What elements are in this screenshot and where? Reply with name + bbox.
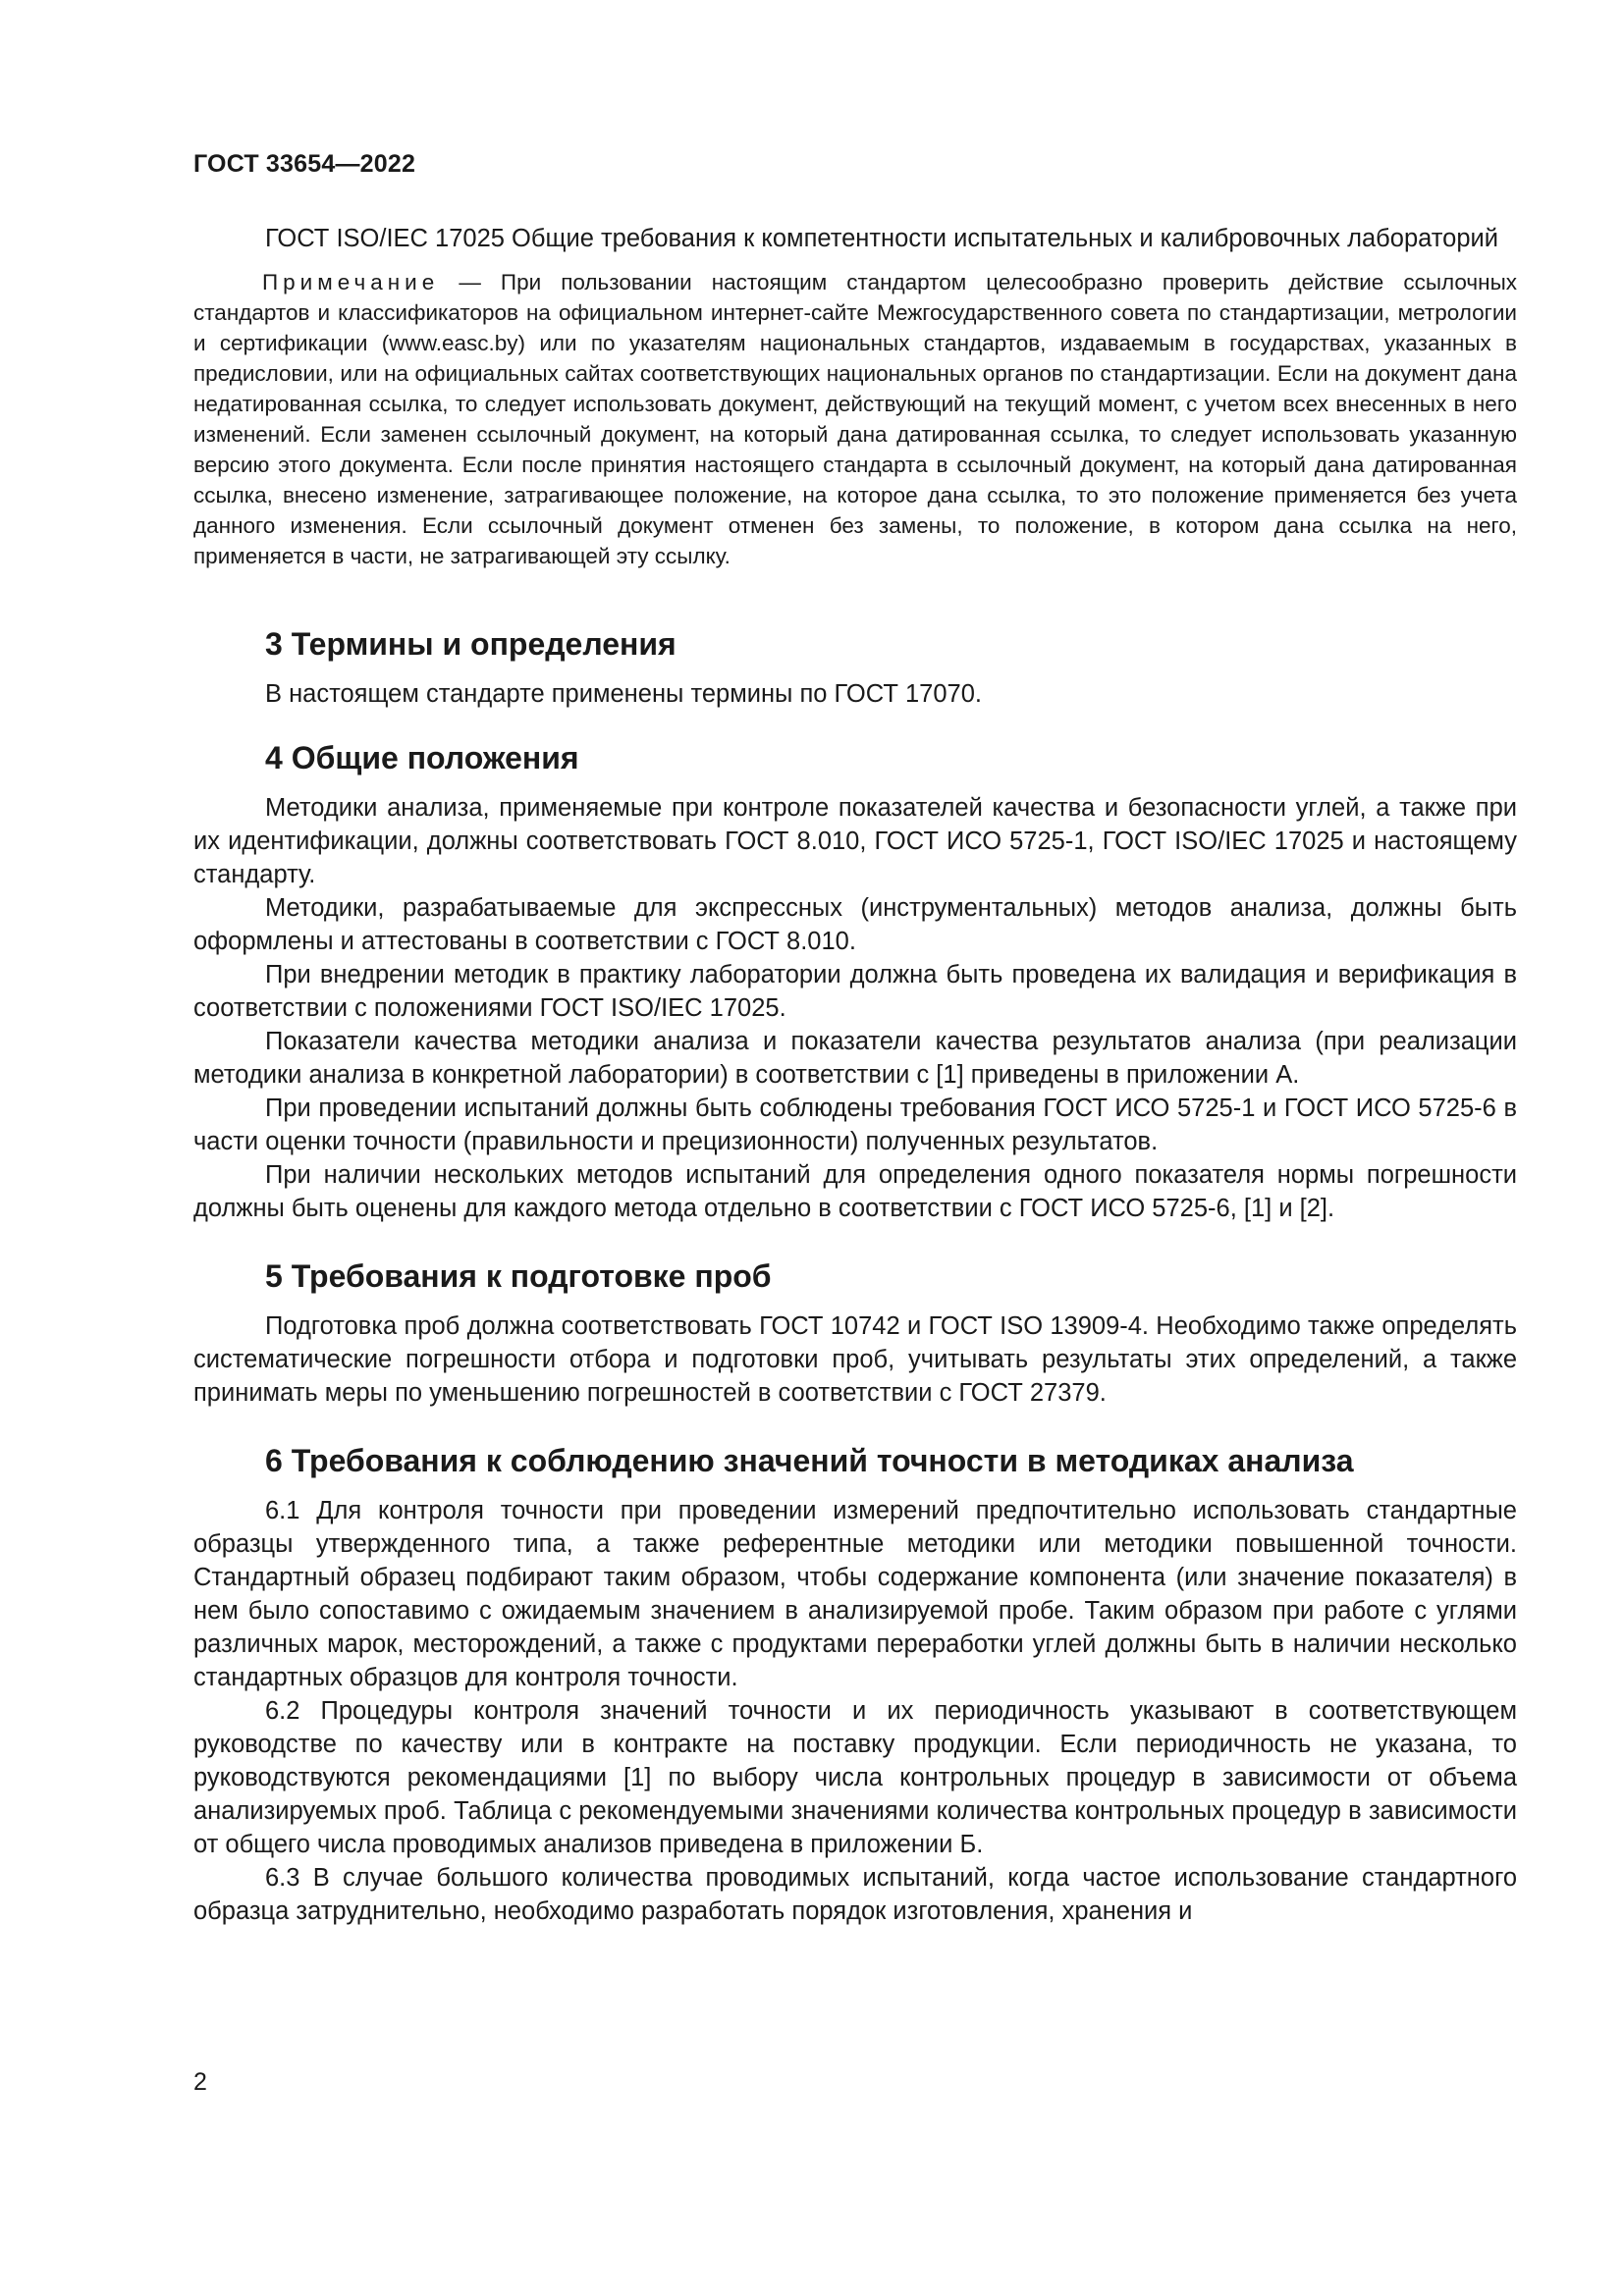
section-6-paragraph-2: 6.2 Процедуры контроля значений точности и их периодичность указывают в соответствующем руководстве по качеству или в контракте на поставку продукции. Если периодичность не указана, то руководствуются рекомендациями [1] по выбору числа контрольных процедур в зависимости от объема анализируемых проб. Таблица с рекомендуемыми значениями количества контрольных процедур в зависимости от общего числа проводимых анализов приведена в приложении Б.: [193, 1697, 1517, 1858]
section-4-paragraph-6: При наличии нескольких методов испытаний для определения одного показателя нормы погрешности должны быть оценены для каждого метода отдельно в соответствии с ГОСТ ИСО 5725-6, [1] и [2].: [193, 1161, 1517, 1222]
document-code-header: ГОСТ 33654—2022: [193, 150, 416, 178]
page-number: 2: [193, 2068, 207, 2096]
section-3-paragraph-1: В настоящем стандарте применены термины по ГОСТ 17070.: [265, 680, 982, 708]
section-3-title: 3 Термины и определения: [265, 626, 677, 662]
document-body: [193, 222, 1517, 1928]
note-label: Примечание: [262, 270, 440, 294]
section-6-title: 6 Требования к соблюдению значений точности в методиках анализа: [265, 1443, 1354, 1478]
reference-entry-iso17025: ГОСТ ISO/IEC 17025 Общие требования к компетентности испытательных и калибровочных лабораторий: [265, 225, 1498, 252]
section-4-paragraph-5: При проведении испытаний должны быть соблюдены требования ГОСТ ИСО 5725-1 и ГОСТ ИСО 5725-6 в части оценки точности (правильности и прецизионности) полученных результатов.: [193, 1095, 1517, 1155]
references-note: [193, 267, 1517, 571]
section-4-paragraph-1: Методики анализа, применяемые при контроле показателей качества и безопасности углей, а также при их идентификации, должны соответствовать ГОСТ 8.010, ГОСТ ИСО 5725-1, ГОСТ ISO/IEC 17025 и настоящему стандарту.: [193, 794, 1517, 888]
section-4-paragraph-3: При внедрении методик в практику лаборатории должна быть проведена их валидация и верификация в соответствии с положениями ГОСТ ISO/IEC 17025.: [193, 961, 1517, 1022]
section-5-title: 5 Требования к подготовке проб: [265, 1258, 772, 1294]
section-4-paragraph-2: Методики, разрабатываемые для экспрессных (инструментальных) методов анализа, должны быть оформлены и аттестованы в соответствии с ГОСТ 8.010.: [193, 894, 1517, 955]
section-6-paragraph-1: 6.1 Для контроля точности при проведении измерений предпочтительно использовать стандартные образцы утвержденного типа, а также референтные методики или методики повышенной точности. Стандартный образец подбирают таким образом, чтобы содержание компонента (или значение показателя) в нем было сопоставимо с ожидаемым значением в анализируемой пробе. Таким образом при работе с углями различных марок, месторождений, а также с продуктами переработки углей должны быть в наличии несколько стандартных образцов для контроля точности.: [193, 1497, 1517, 1691]
section-6-paragraph-3: 6.3 В случае большого количества проводимых испытаний, когда частое использование стандартного образца затруднительно, необходимо разработать порядок изготовления, хранения и: [193, 1864, 1517, 1925]
note-text: — При пользовании настоящим стандартом целесообразно проверить действие ссылочных стандартов и классификаторов на официальном интернет-сайте Межгосударственного совета по стандартизации, метрологии и сертификации (www.easc.by) или по указателям национальных стандартов, издаваемым в государствах, указанных в предисловии, или на официальных сайтах соответствующих национальных органов по стандартизации. Если на документ дана недатированная ссылка, то следует использовать документ, действующий на текущий момент, с учетом всех внесенных в него изменений. Если заменен ссылочный документ, на который дана датированная ссылка, то следует использовать указанную версию этого документа. Если после принятия настоящего стандарта в ссылочный документ, на который дана датированная ссылка, внесено изменение, затрагивающее положение, на которое дана ссылка, то это положение применяется без учета данного изменения. Если ссылочный документ отменен без замены, то положение, в котором дана ссылка на него, применяется в части, не затрагивающей эту ссылку.: [193, 270, 1517, 568]
section-4-paragraph-4: Показатели качества методики анализа и показатели качества результатов анализа (при реализации методики анализа в конкретной лаборатории) в соответствии с [1] приведены в приложении А.: [193, 1028, 1517, 1089]
section-5-paragraph-1: Подготовка проб должна соответствовать ГОСТ 10742 и ГОСТ ISO 13909-4. Необходимо также определять систематические погрешности отбора и подготовки проб, учитывать результаты этих определений, а также принимать меры по уменьшению погрешностей в соответствии с ГОСТ 27379.: [193, 1312, 1517, 1407]
section-4-title: 4 Общие положения: [265, 740, 579, 775]
